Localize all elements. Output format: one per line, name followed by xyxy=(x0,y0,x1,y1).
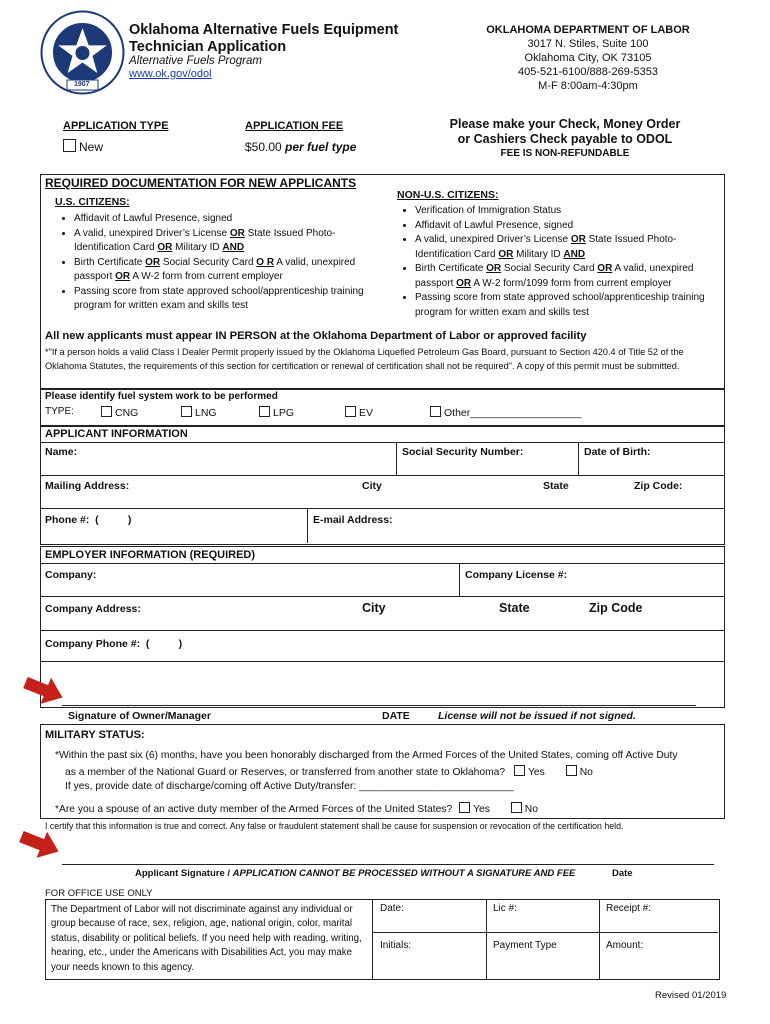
non-us-citizens-heading: NON-U.S. CITIZENS: xyxy=(397,189,499,201)
application-fee-label: APPLICATION FEE xyxy=(245,120,344,132)
dealer-permit-footnote: *"If a person holds a valid Class I Dealer Permit properly issued by the Oklahoma Liquefied Petroleum Gas Board, pursuant to Section 420.4 of Title 52 of the Oklahoma Statutes, the requirements of this section for certification or renewal of certification shall not be required". A copy of this permit must be submitted. xyxy=(45,347,684,371)
office-use-heading: FOR OFFICE USE ONLY xyxy=(45,888,153,899)
fuel-option-ev[interactable] xyxy=(345,406,373,419)
department-phone: 405-521-6100/888-269-5353 xyxy=(517,66,659,78)
applicant-signature-label: Applicant Signature / APPLICATION CANNOT BE PROCESSED WITHOUT A SIGNATURE AND FEE xyxy=(135,868,576,879)
applicant-date-label: Date xyxy=(612,868,633,879)
email-field[interactable]: E-mail Address: xyxy=(313,514,393,526)
application-fee-amount xyxy=(245,140,356,154)
company-phone-field[interactable]: Company Phone #: ( ) xyxy=(45,638,183,650)
us-citizens-list xyxy=(58,212,379,314)
other-label: Other___________________ xyxy=(444,407,582,419)
applicant-city-field[interactable]: City xyxy=(362,480,382,492)
q1-yes-label: Yes xyxy=(528,767,545,778)
application-type-label: APPLICATION TYPE xyxy=(63,120,169,132)
payment-line2: or Cashiers Check payable to ODOL xyxy=(457,132,673,146)
seal-year: 1907 xyxy=(74,81,90,88)
arrow-icon xyxy=(18,828,62,865)
owner-signature-note: License will not be issued if not signed. xyxy=(438,710,636,722)
company-license-field[interactable]: Company License #: xyxy=(465,569,568,581)
form-title-line2: Technician Application xyxy=(129,39,287,55)
applicant-state-field[interactable]: State xyxy=(543,480,569,492)
ssn-field[interactable]: Social Security Number: xyxy=(402,446,524,458)
employer-info-heading: EMPLOYER INFORMATION (REQUIRED) xyxy=(45,549,256,561)
fee-unit: per fuel type xyxy=(285,140,357,154)
lng-label: LNG xyxy=(195,407,217,419)
applicant-info-heading: APPLICANT INFORMATION xyxy=(45,428,188,440)
list-item: • Affidavit of Lawful Presence, signed xyxy=(74,212,379,227)
q2-yes-label: Yes xyxy=(473,804,490,815)
applicant-phone-field[interactable]: Phone #: ( ) xyxy=(45,514,132,526)
applicant-signature-line[interactable] xyxy=(62,864,714,865)
office-lic-field[interactable]: Lic #: xyxy=(493,903,517,914)
department-address-line2: Oklahoma City, OK 73105 xyxy=(524,52,652,64)
office-date-field[interactable]: Date: xyxy=(380,903,404,914)
list-item: • Birth Certificate OR Social Security Card O R A valid, unexpired passport OR A W-2 form from current employer xyxy=(74,256,379,285)
military-heading: MILITARY STATUS: xyxy=(45,729,145,741)
company-field[interactable]: Company: xyxy=(45,569,97,581)
non-us-citizens-list xyxy=(399,204,720,320)
list-item: • Passing score from state approved school/apprenticeship training program for written exam and skills test xyxy=(415,291,720,320)
owner-date-label: DATE xyxy=(382,710,410,722)
in-person-notice: All new applicants must appear IN PERSON at the Oklahoma Department of Labor or approved facility xyxy=(45,330,587,342)
fee-amount: $50.00 xyxy=(245,140,282,154)
applicant-zip-field[interactable]: Zip Code: xyxy=(634,480,683,492)
company-address-field[interactable]: Company Address: xyxy=(45,603,141,615)
fuel-option-lpg[interactable] xyxy=(259,406,294,419)
department-block xyxy=(458,23,718,93)
list-item: • Birth Certificate OR Social Security Card OR A valid, unexpired passport OR A W-2 form/1099 form from current employer xyxy=(415,262,720,291)
other-checkbox[interactable] xyxy=(430,406,441,417)
cng-label: CNG xyxy=(115,407,139,419)
department-hours: M-F 8:00am-4:30pm xyxy=(538,80,638,92)
owner-signature-line[interactable] xyxy=(62,705,696,706)
application-type-new[interactable] xyxy=(63,139,103,154)
state-seal xyxy=(40,10,125,95)
office-receipt-field[interactable]: Receipt #: xyxy=(606,903,652,914)
department-name: OKLAHOMA DEPARTMENT OF LABOR xyxy=(486,24,690,36)
form-title-line1: Oklahoma Alternative Fuels Equipment xyxy=(129,22,399,38)
lpg-checkbox[interactable] xyxy=(259,406,270,417)
name-field[interactable]: Name: xyxy=(45,446,78,458)
lpg-label: LPG xyxy=(273,407,295,419)
q1-yes-checkbox[interactable] xyxy=(514,765,525,776)
military-question2: *Are you a spouse of an active duty member of the Armed Forces of the United States? Yes No xyxy=(55,804,538,815)
list-item: • Passing score from state approved school/apprenticeship training program for written exam and skills test xyxy=(74,285,379,314)
list-item: • A valid, unexpired Driver’s License OR State Issued Photo-Identification Card OR Military ID AND xyxy=(415,233,720,262)
fuel-option-lng[interactable] xyxy=(181,406,217,419)
us-citizens-heading: U.S. CITIZENS: xyxy=(55,196,130,208)
revision-date: Revised 01/2019 xyxy=(655,990,727,1001)
ev-label: EV xyxy=(359,407,374,419)
company-state-field[interactable]: State xyxy=(499,601,530,615)
program-name: Alternative Fuels Program xyxy=(129,55,262,67)
cng-checkbox[interactable] xyxy=(101,406,112,417)
employer-info-box xyxy=(40,546,725,708)
fuel-prompt: Please identify fuel system work to be performed xyxy=(45,391,278,402)
list-item: • Affidavit of Lawful Presence, signed xyxy=(415,219,720,234)
q1-no-checkbox[interactable] xyxy=(566,765,577,776)
military-question1-line1: *Within the past six (6) months, have you been honorably discharged from the Armed Forces of the United States, coming off Active Duty xyxy=(55,750,678,761)
company-city-field[interactable]: City xyxy=(362,601,386,615)
non-discrimination-notice: The Department of Labor will not discriminate against any individual or group because of race, sex, religion, age, national origin, color, marital status, disability or political beliefs. If you need help with reading, writing, hearing, etc., under the Americans with Disabilities Act, you may make your needs known to this agency. xyxy=(51,904,362,973)
list-item: • A valid, unexpired Driver’s License OR State Issued Photo-Identification Card OR Military ID AND xyxy=(74,227,379,256)
dob-field[interactable]: Date of Birth: xyxy=(584,446,651,458)
ev-checkbox[interactable] xyxy=(345,406,356,417)
arrow-icon xyxy=(22,674,66,711)
fuel-type-label: TYPE: xyxy=(45,406,74,417)
q2-yes-checkbox[interactable] xyxy=(459,802,470,813)
list-item: • Verification of Immigration Status xyxy=(415,204,720,219)
owner-signature-label: Signature of Owner/Manager xyxy=(68,710,211,722)
website-link[interactable]: www.ok.gov/odol xyxy=(129,68,212,80)
q1-no-label: No xyxy=(579,767,593,778)
discharge-date-field[interactable]: If yes, provide date of discharge/coming off Active Duty/transfer: ___________________________ xyxy=(65,781,514,792)
applicant-info-box xyxy=(40,425,725,545)
payment-line1: Please make your Check, Money Order xyxy=(449,117,681,131)
company-zip-field[interactable]: Zip Code xyxy=(589,601,643,615)
q2-no-label: No xyxy=(524,804,538,815)
office-amount-field[interactable]: Amount: xyxy=(606,940,644,951)
new-label: New xyxy=(79,140,104,154)
q2-no-checkbox[interactable] xyxy=(511,802,522,813)
documentation-heading: REQUIRED DOCUMENTATION FOR NEW APPLICANTS xyxy=(45,176,357,190)
non-refundable-note: FEE IS NON-REFUNDABLE xyxy=(500,148,630,159)
mailing-address-field[interactable]: Mailing Address: xyxy=(45,480,130,492)
payment-instructions xyxy=(430,117,700,161)
lng-checkbox[interactable] xyxy=(181,406,192,417)
fuel-option-cng[interactable] xyxy=(101,406,138,419)
fuel-option-other[interactable] xyxy=(430,406,581,419)
office-payment-field[interactable]: Payment Type xyxy=(493,940,557,951)
department-address-line1: 3017 N. Stiles, Suite 100 xyxy=(527,38,649,50)
certification-statement: I certify that this information is true and correct. Any false or fraudulent statement shall be cause for suspension or revocation of the certification held. xyxy=(45,821,624,831)
office-initials-field[interactable]: Initials: xyxy=(380,940,412,951)
military-question1-line2: as a member of the National Guard or Reserves, or transferred from another state to Oklahoma? Yes No xyxy=(65,767,593,778)
new-checkbox[interactable] xyxy=(63,139,76,152)
